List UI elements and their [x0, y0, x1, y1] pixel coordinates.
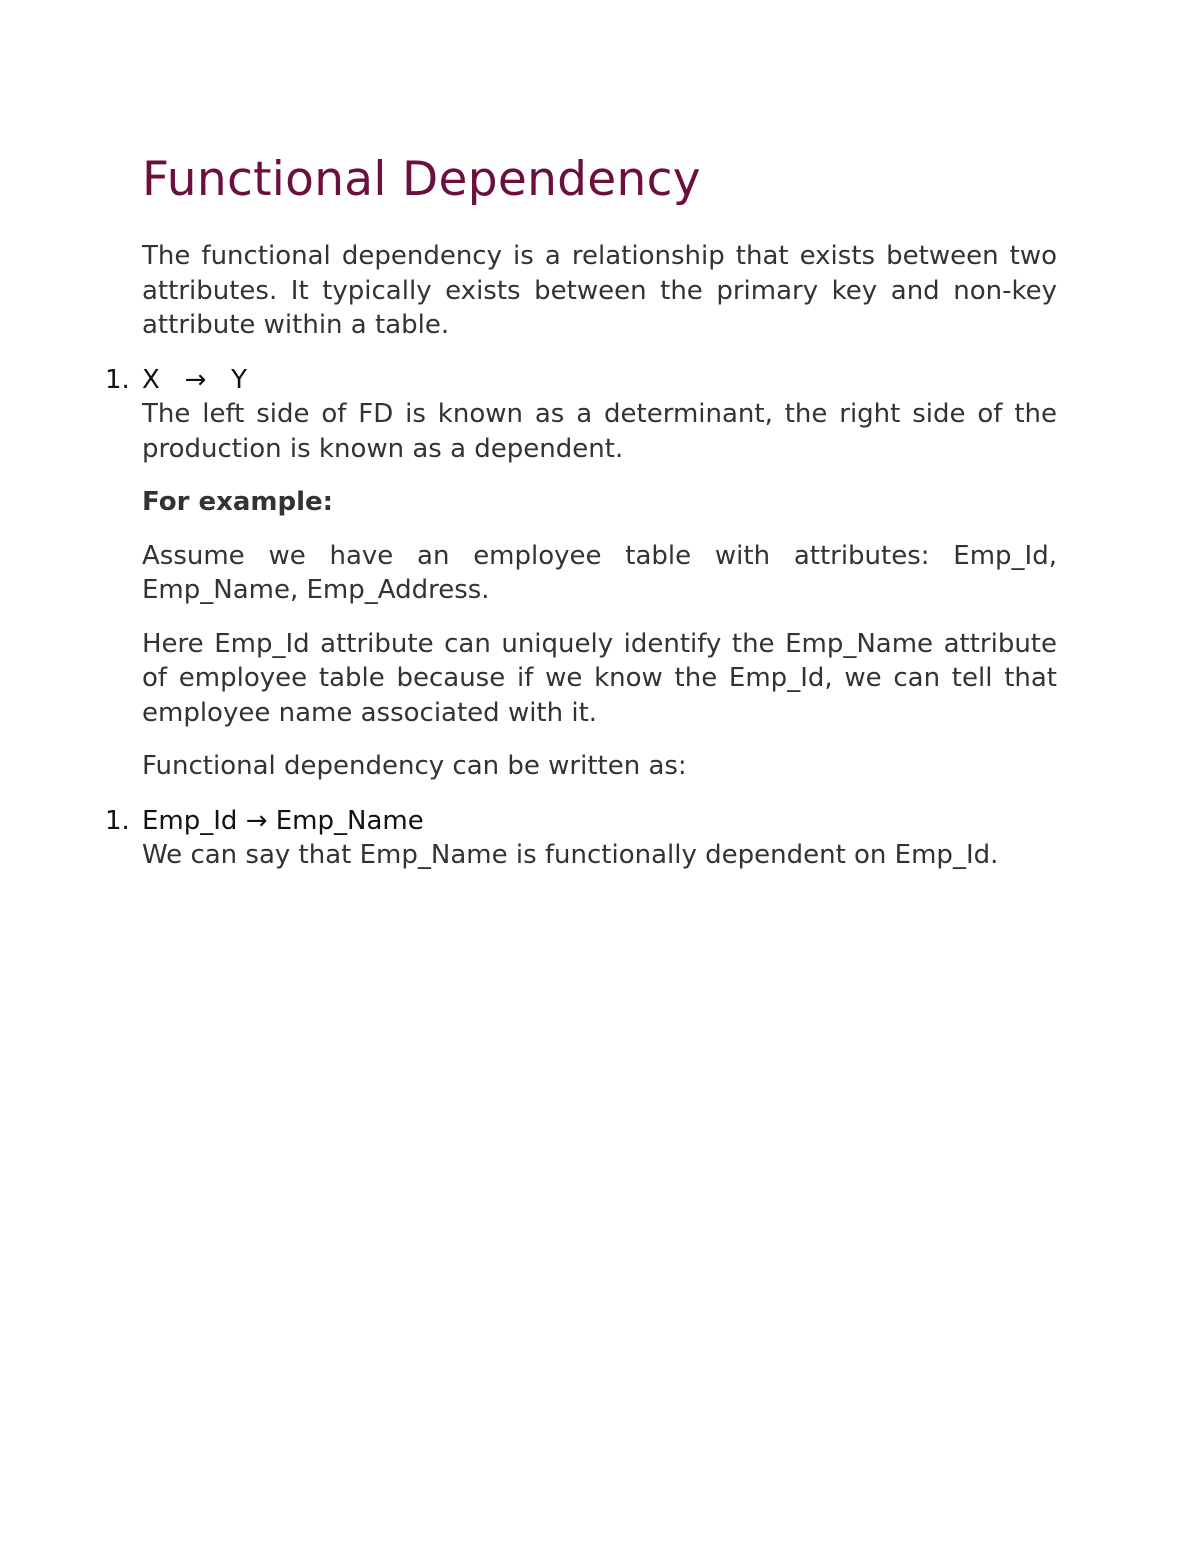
- list-item-emp-fd: [105, 804, 1057, 873]
- example-paragraph-attributes: Assume we have an employee table with attributes: Emp_Id, Emp_Name, Emp_Address.: [142, 540, 1057, 605]
- intro-paragraph: The functional dependency is a relationship that exists between two attributes. It typically exists between the primary key and non-key attribute within a table.: [142, 241, 1057, 340]
- document-title: Functional Dependency: [142, 152, 701, 207]
- list-number: 1.: [105, 805, 130, 836]
- emp-fd-description: We can say that Emp_Name is functionally dependent on Emp_Id.: [142, 840, 999, 870]
- example-heading: For example:: [142, 487, 334, 517]
- formula-emp-id-emp-name: Emp_Id → Emp_Name: [142, 805, 424, 836]
- example-paragraph-explanation: Here Emp_Id attribute can uniquely identify the Emp_Name attribute of employee table because if we know the Emp_Id, we can tell that employee name associated with it.: [142, 628, 1057, 728]
- formula-x-y: X → Y: [142, 364, 248, 395]
- example-paragraph-written-as: Functional dependency can be written as:: [142, 751, 687, 781]
- document-page: [105, 150, 1057, 873]
- determinant-description: The left side of FD is known as a determinant, the right side of the production is known as a dependent.: [142, 399, 1057, 464]
- list-number: 1.: [105, 364, 130, 395]
- list-item-determinant: [105, 363, 1057, 467]
